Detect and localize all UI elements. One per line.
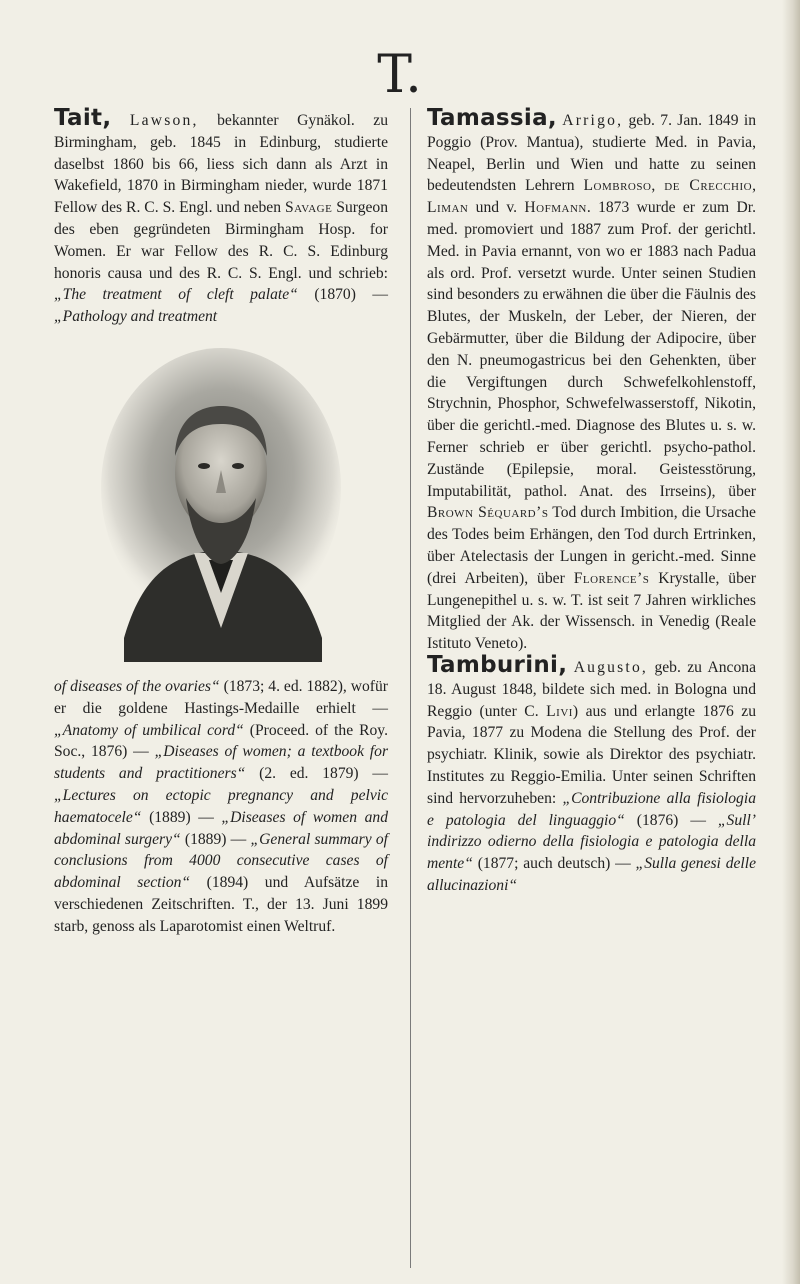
work-title: „The treatment of cleft palate“ <box>54 286 298 304</box>
right-column <box>410 105 757 1268</box>
work-title: „Pathology and treatment <box>54 308 218 326</box>
portrait-image <box>54 338 388 662</box>
section-letter: T. <box>377 45 423 105</box>
work-title: „Lectures on ectopic pregnancy and pelvic haematocele“ <box>54 786 388 826</box>
work-title: of diseases of the ovaries“ <box>54 677 220 695</box>
entry-tamburini: Tamburini, Augusto, geb. zu Ancona 18. August 1848, bildete sich med. in Bologna und Reggio (unter C. Livi) aus und erlangte 1876 zu Pavia, 1877 zu Modena die Stellung des Prof. der psychiatr. Klinik, sowie als Direktor des psychiatr. Institutes zu Reggio-Emilia. Unter seinen Schriften sind hervorzuheben: „Contribuzione alla fisiologia e patologia del linguaggio“ (1876) — „Sull’ indirizzo odierno della fisiologia e patologia della mente“ (1877; auch deutsch) — „Sulla genesi delle allucinazioni“ <box>427 651 756 894</box>
person-name: Lombroso <box>583 177 652 195</box>
entry-name: Tait, <box>54 105 112 131</box>
work-title: „Diseases of women; a textbook for students and practitioners“ <box>54 743 389 783</box>
person-name: Liman <box>427 199 469 217</box>
person-name: Savage <box>285 199 333 217</box>
portrait-engraving <box>54 338 388 662</box>
person-name: Livi <box>546 702 573 720</box>
entry-firstname: Arrigo, <box>562 112 624 129</box>
entry-tait-continued: of diseases of the ovaries“ (1873; 4. ed. 1882), wofür er die goldene Hastings-Medaille erhielt — „Anatomy of umbilical cord“ (Proceed. of the Roy. Soc., 1876) — „Diseases of women; a textbook for students and practitioners“ (2. ed. 1879) — „Lectures on ectopic pregnancy and pelvic haematocele“ (1889) — „Diseases of women and abdominal surgery“ (1889) — „General summary of conclusions from 4000 consecutive cases of abdominal section“ (1894) und Aufsätze in verschiedenen Zeitschriften. T., der 13. Juni 1899 starb, genoss als Laparotomist einen Weltruf. <box>54 677 389 935</box>
work-title: „Diseases of women and abdominal surgery“ <box>54 808 388 848</box>
entry-name: Tamburini, <box>427 651 568 678</box>
person-name: Florence’s <box>573 569 650 587</box>
person-name: Brown Séquard’s <box>427 504 549 522</box>
work-title: „Sull’ indirizzo odierno della fisiologia e patologia della mente“ <box>427 811 756 873</box>
entry-name: Tamassia, <box>427 105 557 131</box>
entry-firstname: Lawson, <box>129 112 199 129</box>
work-title: „Contribuzione alla fisiologia e patologia del linguaggio“ <box>427 789 756 829</box>
person-name: de Crecchio <box>664 177 753 195</box>
person-name: Hofmann <box>524 199 587 217</box>
work-title: „Sulla genesi delle allucinazioni“ <box>427 855 756 894</box>
entry-firstname: Augusto, <box>573 658 649 676</box>
work-title: „Anatomy of umbilical cord“ <box>54 721 244 739</box>
left-column <box>54 105 389 938</box>
page-edge-shadow <box>782 0 800 1284</box>
entry-tait: Tait, Lawson, bekannter Gynäkol. zu Birmingham, geb. 1845 in Edinburg, studierte daselbst 1860 bis 66, liess sich dann als Arzt in Wakefield, 1870 in Birmingham nieder, wurde 1871 Fellow des R. C. S. Engl. und neben Savage Surgeon des eben gegründeten Birmingham Hosp. for Women. Er war Fellow des R. C. S. Edinburg honoris causa und des R. C. S. Engl. und schrieb: „The treatment of cleft palate“ (1870) — „Pathology and treatment <box>54 105 389 326</box>
entry-tamassia: Tamassia, Arrigo, geb. 7. Jan. 1849 in Poggio (Prov. Mantua), studierte Med. in Pavia, Neapel, Berlin und Wien und hatte zu seinen bedeutendsten Lehrern Lombroso, de Crecchio, Liman und v. Hofmann. 1873 wurde er zum Dr. med. promoviert und 1887 zum Prof. der gerichtl. Med. in Pavia ernannt, von wo er 1883 nach Padua als ord. Prof. versetzt wurde. Unter seinen Studien sind besonders zu erwähnen die über die Fäulnis des Blutes, der Muskeln, der Leber, der Nieren, der Gebärmutter, über die Bildung der Adipocire, über den N. pneumogastricus bei den Gehenkten, über die Vergiftungen durch Schwefelkohlenstoff, Strychnin, Phosphor, Schwefelwasserstoff, Nikotin, über die gerichtl.-med. Diagnose des Blutes u. s. w. Ferner schrieb er über gerichtl. psycho-pathol. Zustände (Epilepsie, moral. Geistesstörung, Imputabilität, pathol. Anat. des Irrseins), über Brown Séquard’s Tod durch Imbition, die Ursache des Todes beim Erhängen, den Tod durch Ertrinken, über Atelectasis der Lungen in gericht.-med. Sinne (drei Arbeiten), über Florence’s Krystalle, über Lungenepithel u. s. w. T. ist seit 7 Jahren wirkliches Mitglied der Ak. der Wissensch. in Venedig (Reale Istituto Veneto). <box>427 105 757 653</box>
work-title: „General summary of conclusions from 4000 consecutive cases of abdominal section“ <box>54 830 389 892</box>
